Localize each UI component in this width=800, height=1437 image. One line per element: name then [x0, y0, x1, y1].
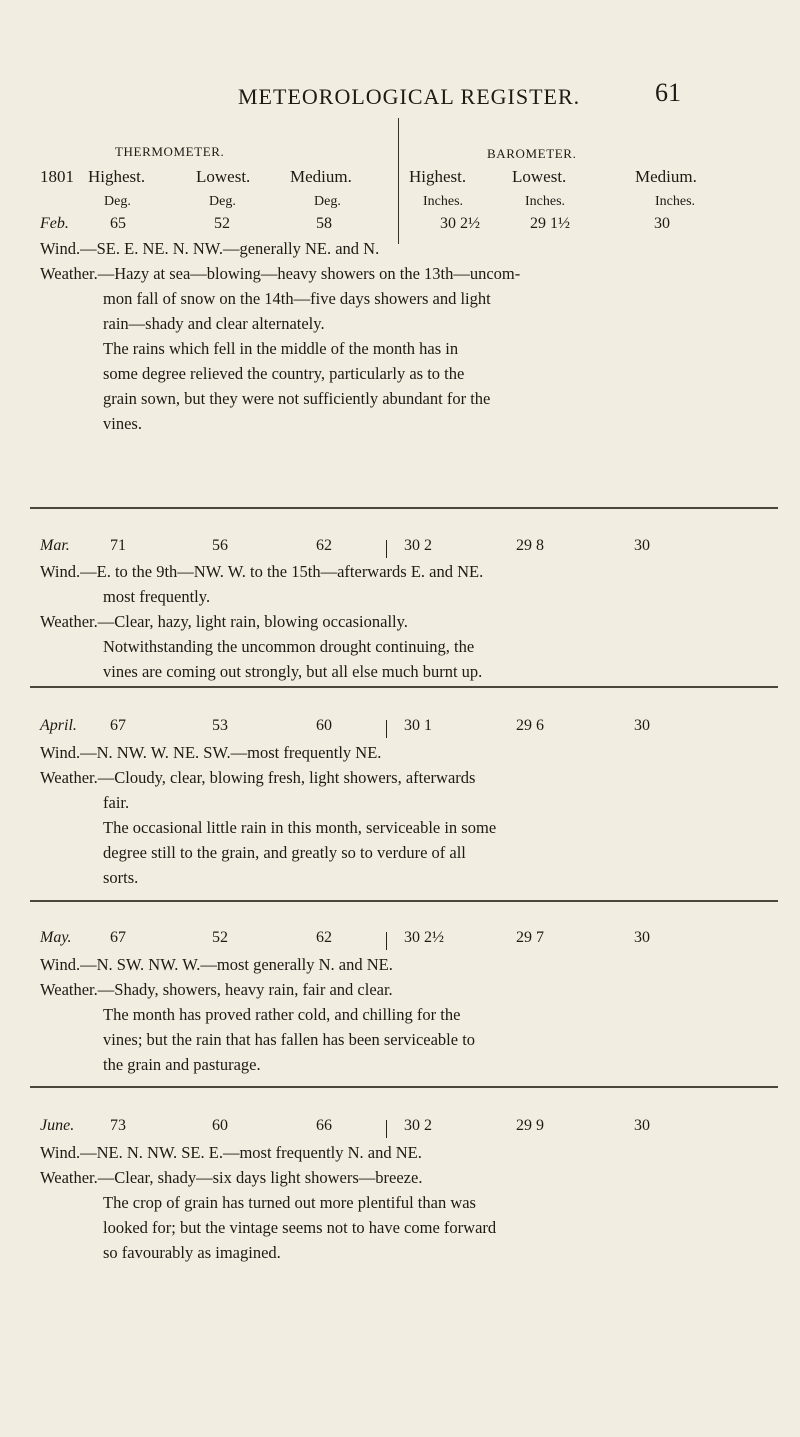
- month-notes: [40, 952, 780, 1077]
- note-line: vines are coming out strongly, but all else much burnt up.: [103, 662, 483, 681]
- value-separator: [386, 540, 387, 558]
- thermo-highest-value: 67: [110, 717, 126, 734]
- note-line: rain—shady and clear alternately.: [103, 314, 325, 333]
- weather-line: Weather.—Shady, showers, heavy rain, fair and clear.: [40, 980, 393, 999]
- section-divider: [30, 686, 778, 688]
- thermo-medium-value: 66: [316, 1117, 332, 1134]
- month-label: June.: [40, 1117, 75, 1134]
- weather-line: Weather.—Hazy at sea—blowing—heavy showers on the 13th—uncom-: [40, 264, 521, 283]
- note-line: The crop of grain has turned out more plentiful than was: [103, 1193, 476, 1212]
- note-line: looked for; but the vintage seems not to have come forward: [103, 1218, 497, 1237]
- wind-line: Wind.—N. NW. W. NE. SW.—most frequently NE.: [40, 743, 382, 762]
- note-line: fair.: [103, 793, 130, 812]
- thermo-medium-value: 62: [316, 929, 332, 946]
- month-label: May.: [40, 929, 72, 946]
- thermometer-label: THERMOMETER.: [115, 144, 225, 159]
- thermo-lowest-value: 52: [212, 929, 228, 946]
- baro-highest-header: Highest.: [409, 167, 467, 186]
- wind-line: Wind.—NE. N. NW. SE. E.—most frequently N. and NE.: [40, 1143, 422, 1162]
- note-line: The occasional little rain in this month, serviceable in some: [103, 818, 497, 837]
- note-line: some degree relieved the country, particularly as to the: [103, 364, 465, 383]
- thermo-highest-unit: Deg.: [104, 194, 131, 209]
- note-line: degree still to the grain, and greatly so to verdure of all: [103, 843, 466, 862]
- wind-line: Wind.—E. to the 9th—NW. W. to the 15th—afterwards E. and NE.: [40, 562, 484, 581]
- weather-line: Weather.—Clear, hazy, light rain, blowing occasionally.: [40, 612, 408, 631]
- month-label: April.: [40, 717, 77, 734]
- month-label: Mar.: [40, 537, 70, 554]
- thermo-medium-header: Medium.: [290, 167, 352, 186]
- value-separator: [386, 720, 387, 738]
- baro-lowest-value: 29 8: [516, 537, 544, 554]
- note-line: sorts.: [103, 868, 139, 887]
- thermo-lowest-value: 56: [212, 537, 228, 554]
- baro-lowest-unit: Inches.: [525, 194, 566, 209]
- value-separator: [386, 1120, 387, 1138]
- thermo-medium-value: 58: [316, 215, 332, 232]
- weather-line: Weather.—Cloudy, clear, blowing fresh, light showers, afterwards: [40, 768, 476, 787]
- baro-highest-value: 30 2: [404, 537, 432, 554]
- baro-highest-value: 30 1: [404, 717, 432, 734]
- running-head: METEOROLOGICAL REGISTER.: [238, 84, 581, 109]
- month-notes: [40, 740, 780, 890]
- month-notes: [40, 1140, 780, 1265]
- baro-medium-value: 30: [634, 717, 650, 734]
- thermo-lowest-value: 60: [212, 1117, 228, 1134]
- section-divider: [30, 507, 778, 509]
- baro-highest-unit: Inches.: [423, 194, 464, 209]
- note-line: The rains which fell in the middle of the month has in: [103, 339, 459, 358]
- thermo-lowest-value: 52: [214, 215, 230, 232]
- note-line: most frequently.: [103, 587, 211, 606]
- note-line: vines.: [103, 414, 142, 433]
- baro-medium-value: 30: [634, 537, 650, 554]
- baro-medium-unit: Inches.: [655, 194, 696, 209]
- note-line: The month has proved rather cold, and chilling for the: [103, 1005, 461, 1024]
- section-divider: [30, 900, 778, 902]
- thermo-highest-value: 71: [110, 537, 126, 554]
- thermo-medium-value: 62: [316, 537, 332, 554]
- month-notes: [40, 559, 780, 684]
- baro-medium-value: 30: [654, 215, 670, 232]
- page-number: 61: [655, 78, 681, 107]
- wind-line: Wind.—N. SW. NW. W.—most generally N. and NE.: [40, 955, 393, 974]
- wind-line: Wind.—SE. E. NE. N. NW.—generally NE. and N.: [40, 239, 380, 258]
- thermo-highest-value: 65: [110, 215, 126, 232]
- baro-lowest-value: 29 6: [516, 717, 544, 734]
- note-line: so favourably as imagined.: [103, 1243, 281, 1262]
- thermo-lowest-value: 53: [212, 717, 228, 734]
- thermo-lowest-unit: Deg.: [209, 194, 236, 209]
- section-divider: [30, 1086, 778, 1088]
- note-line: grain sown, but they were not sufficiently abundant for the: [103, 389, 491, 408]
- thermo-medium-unit: Deg.: [314, 194, 341, 209]
- year-label: 1801: [40, 167, 74, 186]
- baro-highest-value: 30 2: [404, 1117, 432, 1134]
- thermo-medium-value: 60: [316, 717, 332, 734]
- note-line: mon fall of snow on the 14th—five days showers and light: [103, 289, 491, 308]
- month-notes: [40, 236, 780, 436]
- thermo-highest-value: 67: [110, 929, 126, 946]
- note-line: vines; but the rain that has fallen has been serviceable to: [103, 1030, 476, 1049]
- thermo-highest-header: Highest.: [88, 167, 146, 186]
- thermo-highest-value: 73: [110, 1117, 126, 1134]
- note-line: the grain and pasturage.: [103, 1055, 261, 1074]
- column-divider: [398, 118, 399, 244]
- baro-lowest-value: 29 9: [516, 1117, 544, 1134]
- baro-highest-value: 30 2½: [440, 215, 480, 232]
- weather-line: Weather.—Clear, shady—six days light showers—breeze.: [40, 1168, 423, 1187]
- thermo-lowest-header: Lowest.: [196, 167, 251, 186]
- baro-lowest-value: 29 7: [516, 929, 544, 946]
- baro-medium-value: 30: [634, 929, 650, 946]
- barometer-label: BAROMETER.: [487, 146, 577, 161]
- month-label: Feb.: [40, 215, 69, 232]
- baro-lowest-header: Lowest.: [512, 167, 567, 186]
- baro-lowest-value: 29 1½: [530, 215, 570, 232]
- baro-medium-header: Medium.: [635, 167, 697, 186]
- baro-medium-value: 30: [634, 1117, 650, 1134]
- note-line: Notwithstanding the uncommon drought continuing, the: [103, 637, 475, 656]
- value-separator: [386, 932, 387, 950]
- baro-highest-value: 30 2½: [404, 929, 444, 946]
